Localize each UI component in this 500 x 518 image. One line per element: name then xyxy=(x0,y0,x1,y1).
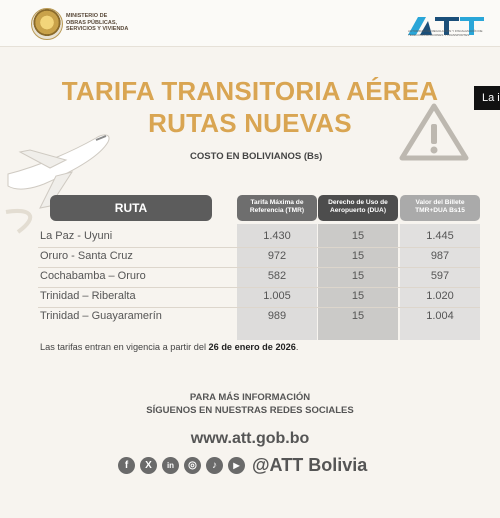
social-handle: @ATT Bolivia xyxy=(252,454,368,475)
total-header-line-2: TMR+DUA Bs15 xyxy=(415,206,465,214)
total-value: 1.004 xyxy=(426,310,454,322)
note-prefix: Las tarifas entran en vigencia a partir del xyxy=(40,342,209,352)
total-value: 1.445 xyxy=(426,230,454,242)
tmr-header-line-1: Tarifa Máxima de xyxy=(250,199,304,206)
effective-date-note xyxy=(40,342,298,352)
side-tab[interactable]: La i xyxy=(474,86,500,110)
route-name: Cochabamba – Oruro xyxy=(40,270,146,282)
page-title-line-2: RUTAS NUEVAS xyxy=(148,108,352,138)
bolivia-seal-logo xyxy=(31,8,63,40)
warning-icon xyxy=(398,102,470,162)
info-line-1: PARA MÁS INFORMACIÓN xyxy=(189,392,311,403)
dua-value: 15 xyxy=(351,250,365,262)
instagram-icon[interactable]: ◎ xyxy=(184,457,201,474)
ministry-line-2: OBRAS PÚBLICAS, xyxy=(66,19,118,26)
dua-value: 15 xyxy=(351,230,365,242)
dua-header-line-2: Aeropuerto (DUA) xyxy=(329,206,387,214)
page-title: TARIFA TRANSITORIA AÉREA xyxy=(61,76,439,106)
att-subtitle: AUTORIDAD DE REGULACIÓN Y FISCALIZACIÓN DE TELECOMUNICACIONES Y TRANSPORTES xyxy=(408,29,483,37)
tmr-header-line-2: Referencia (TMR) xyxy=(249,206,305,214)
tiktok-icon[interactable]: ♪ xyxy=(206,457,223,474)
tmr-value: 1.430 xyxy=(263,230,291,242)
website-link[interactable]: www.att.gob.bo xyxy=(190,430,310,447)
dua-value: 15 xyxy=(351,310,365,322)
total-value: 597 xyxy=(430,270,450,282)
note-suffix: . xyxy=(295,342,299,352)
social-links xyxy=(118,455,367,475)
youtube-icon[interactable]: ▶ xyxy=(228,457,245,474)
route-column-header: RUTA xyxy=(50,195,212,221)
facebook-icon[interactable]: f xyxy=(118,457,135,474)
effective-date: 26 de enero de 2026 xyxy=(208,342,296,352)
dua-value: 15 xyxy=(351,270,365,282)
header-bar xyxy=(0,0,500,47)
ministry-line-3: SERVICIOS Y VIVIENDA xyxy=(66,26,129,32)
dua-value: 15 xyxy=(351,290,365,302)
route-name: Oruro - Santa Cruz xyxy=(40,250,133,262)
total-value: 1.020 xyxy=(426,290,454,302)
linkedin-icon[interactable]: in xyxy=(162,457,179,474)
total-column-header xyxy=(400,195,480,221)
tmr-value: 582 xyxy=(267,270,287,282)
page-subtitle: COSTO EN BOLIVIANOS (Bs) xyxy=(190,151,323,162)
info-line-2: SÍGUENOS EN NUESTRAS REDES SOCIALES xyxy=(146,405,354,416)
dua-header-line-1: Derecho de Uso de xyxy=(328,199,388,206)
ministry-name xyxy=(66,13,146,33)
table-row xyxy=(0,308,500,328)
tmr-value: 989 xyxy=(267,310,287,322)
route-name: La Paz - Uyuni xyxy=(40,230,113,242)
tmr-value: 972 xyxy=(267,250,287,262)
x-icon[interactable]: X xyxy=(140,457,157,474)
table-row xyxy=(0,248,500,268)
route-name: Trinidad – Guayaramerín xyxy=(40,310,162,322)
dua-column-header xyxy=(318,195,398,221)
total-value: 987 xyxy=(430,250,450,262)
total-header-line-1: Valor del Billete xyxy=(415,199,465,206)
table-row xyxy=(0,288,500,308)
ministry-line-1: MINISTERIO DE xyxy=(66,13,108,19)
route-name: Trinidad – Riberalta xyxy=(40,290,136,302)
tmr-column-header xyxy=(237,195,317,221)
table-row xyxy=(0,268,500,288)
table-row xyxy=(0,228,500,248)
tmr-value: 1.005 xyxy=(263,290,291,302)
